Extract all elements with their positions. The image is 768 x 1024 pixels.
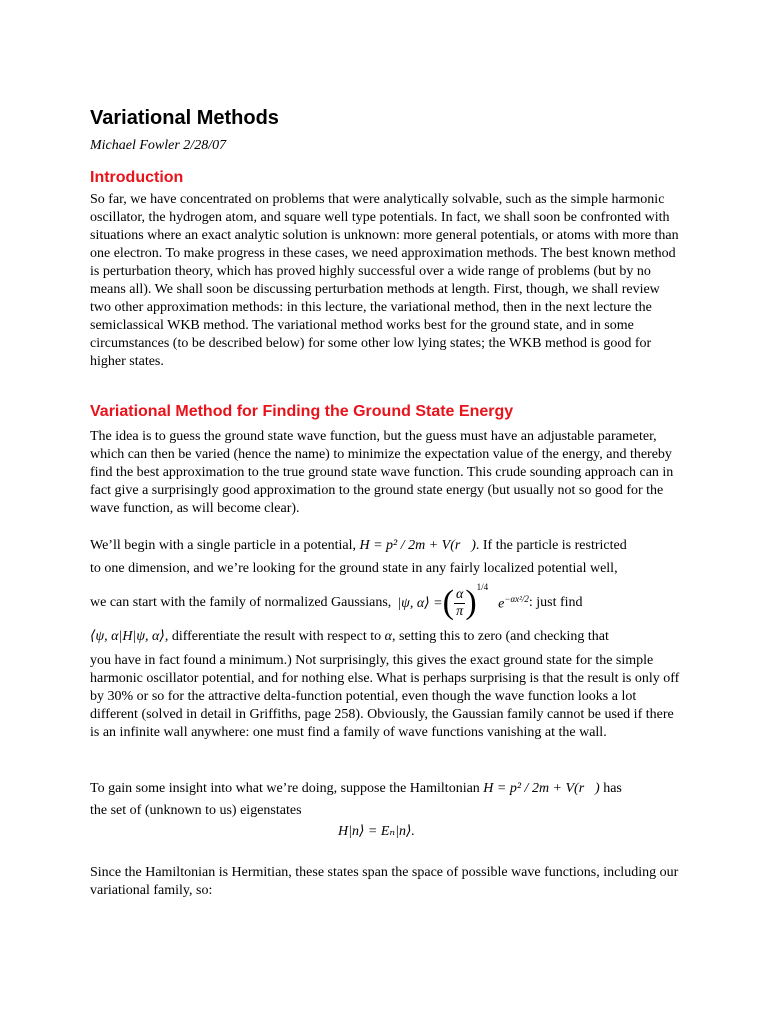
expectation-value: ⟨ψ, α|H|ψ, α⟩ — [90, 629, 165, 644]
text-gauss-a: we can start with the family of normalized Gaussians, — [90, 595, 392, 610]
text-insight-a: To gain some insight into what we’re doing, suppose the Hamiltonian — [90, 781, 480, 796]
left-paren: ( — [442, 584, 454, 621]
right-paren: ) — [465, 584, 477, 621]
fraction-numerator: α — [455, 586, 464, 602]
paragraph-result: you have in fact found a minimum.) Not surprisingly, this gives the exact ground state for the simple harmonic oscillator potential, and for nothing else. What is perhaps surprising is that the result is only off by 30% or so for the attractive delta-function potential, even though the wave function looks a lot different (solved in detail in Griffiths, page 258). Obviously, the Gaussian family cannot be used if there is an infinite wall anywhere: one must find a family of wave functions vanishing at the wall. — [90, 653, 680, 740]
line-differentiate — [90, 628, 609, 645]
ket-psi-alpha: |ψ, α⟩ = — [397, 595, 443, 611]
text-begin-b: . If the particle is restricted — [475, 538, 627, 553]
text-begin-a: We’ll begin with a single particle in a potential, — [90, 538, 356, 553]
paragraph-introduction: So far, we have concentrated on problems that were analytically solvable, such as the simple harmonic oscillator, the hydrogen atom, and square well type potentials. In fact, we shall soon be confronted with situations where an exact analytic solution is unknown: more general potentials, or atoms with more than one electron. To make progress in these cases, we need approximation methods. The best known method is perturbation theory, which has proved highly successful over a wide range of problems (but by no means all). We shall soon be discussing perturbation methods at length. First, though, we shall review two other approximation methods: in this lecture, the variational method, then in the next lecture the semiclassical WKB method. The variational method works best for the ground state, and in some circumstances (to be described below) for some other low lying states; the WKB method is good for higher states. — [90, 192, 679, 369]
fraction-denominator: π — [456, 603, 464, 619]
text-diff-b: , setting this to zero (and checking that — [391, 629, 609, 644]
line-begin — [90, 538, 627, 554]
line-gaussian — [90, 580, 583, 626]
text-insight-b: has — [603, 781, 622, 796]
line-insight — [90, 781, 622, 797]
author-line: Michael Fowler 2/28/07 — [90, 138, 227, 153]
exponent-quarter: 1/4 — [476, 582, 489, 592]
section-heading-introduction: Introduction — [90, 169, 184, 186]
exp-base: e — [498, 596, 505, 612]
text-diff-a: , differentiate the result with respect to — [164, 629, 382, 644]
text-gauss-b: : just find — [528, 595, 583, 610]
gaussian-exponential — [498, 594, 529, 613]
page-title: Variational Methods — [90, 107, 279, 129]
paragraph-idea: The idea is to guess the ground state wave function, but the guess must have an adjustable parameter, which can then be varied (hence the name) to minimize the expectation value of the energy, and thereby find the best approximation to the true ground state wave function. This crude sounding approach can in fact give a surprisingly good approximation to the ground state energy (but usually not so good for the wave function, as will become clear). — [90, 429, 674, 516]
eigenstate-equation: H|n⟩ = Eₙ|n⟩. — [338, 824, 415, 839]
alpha-symbol: α — [384, 629, 392, 644]
hamiltonian-equation: H = p² / 2m + V(r⃗) — [359, 538, 476, 553]
paragraph-span: Since the Hamiltonian is Hermitian, these states span the space of possible wave functions, including our variational family, so: — [90, 865, 679, 898]
section-heading-variational: Variational Method for Finding the Ground State Energy — [90, 403, 514, 420]
exp-power: −αx²/2 — [504, 593, 529, 604]
line-insight-c: the set of (unknown to us) eigenstates — [90, 803, 302, 818]
fraction-alpha-over-pi — [454, 587, 465, 620]
line-begin-c: to one dimension, and we’re looking for the ground state in any fairly localized potential well, — [90, 561, 618, 576]
hamiltonian-equation-2: H = p² / 2m + V(r⃗) — [483, 781, 600, 796]
